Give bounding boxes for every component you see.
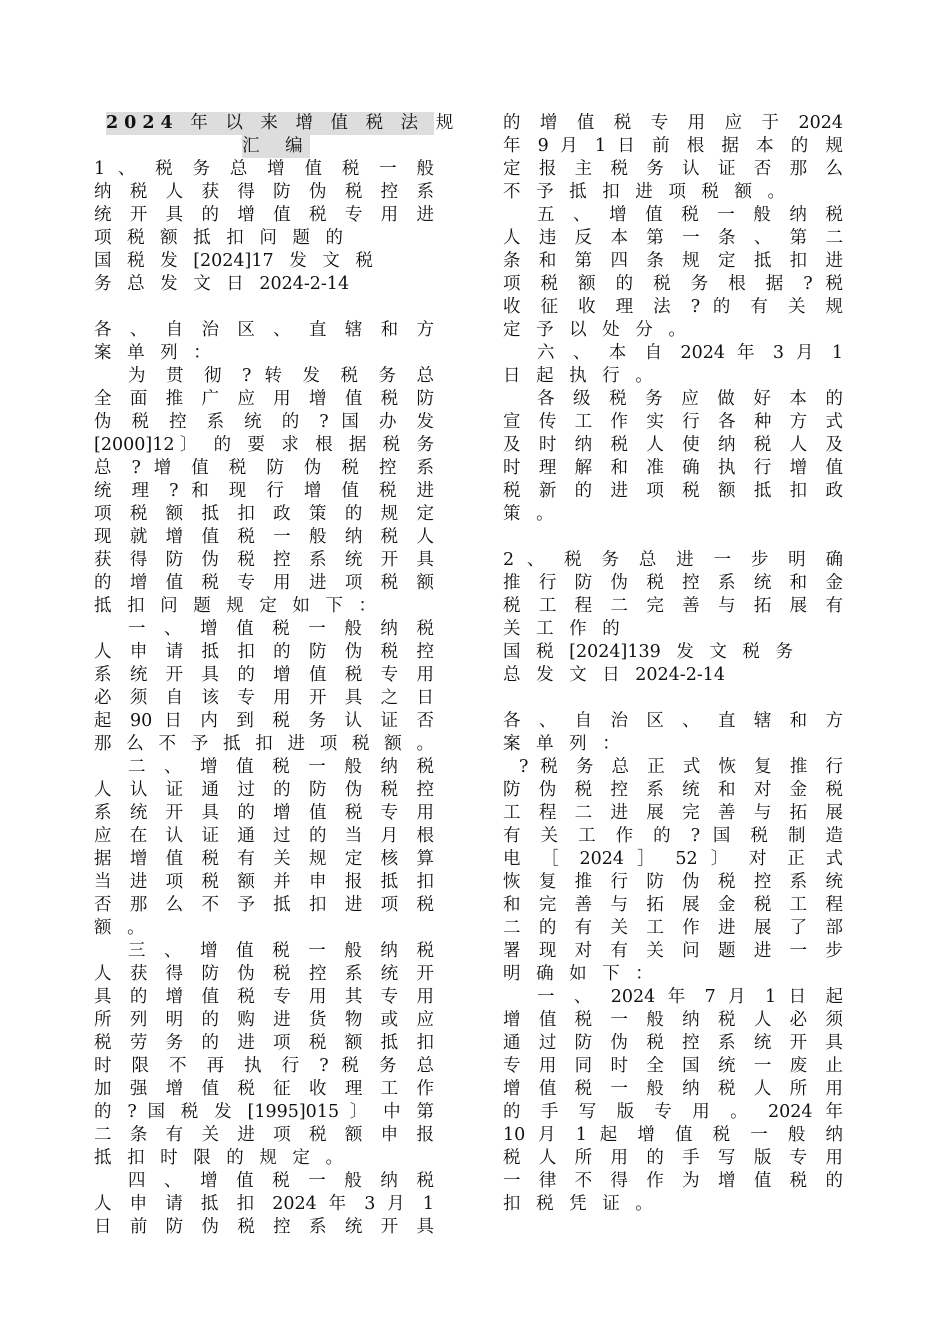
text-line: 和 完 善 与 拓 展 金 税 工 程 [503,895,843,915]
text-line: 增 值 税 一 般 纳 税 人 所 用 [503,1079,843,1099]
blank-line [503,687,843,710]
text-line: 一 律 不 得 作 为 增 值 税 的 [503,1171,843,1191]
text-line: 各 、 自 治 区 、 直 辖 和 方 [94,320,434,340]
text-line: 关 工 作 的 [503,619,620,639]
text-line: 10 月 1 起 增 值 税 一 般 纳 [503,1125,843,1145]
text-line: ? 税 务 总 正 式 恢 复 推 行 [519,757,843,777]
text-line: 二 、 增 值 税 一 般 纳 税 [128,757,434,777]
doc-date-line: 总 发 文 日 2024-2-14 [503,665,726,685]
text-line: 系 统 开 具 的 增 值 税 专 用 [94,803,434,823]
text-line: 据 增 值 税 有 关 规 定 核 算 [94,849,434,869]
text-line: 定 报 主 税 务 认 证 否 那 么 [503,159,843,179]
text-line: 一 、 增 值 税 一 般 纳 税 [128,619,434,639]
text-line: 二 条 有 关 进 项 税 额 申 报 [94,1125,434,1145]
text-line: 二 的 有 关 工 作 进 展 了 部 [503,918,843,938]
text-line: 额 。 [94,918,145,938]
text-line: 项 税 额 抵 扣 政 策 的 规 定 [94,504,434,524]
blank-line [94,296,434,319]
text-line: 项 税 额 的 税 务 根 据 ? 税 [503,274,843,294]
blank-line [503,526,843,549]
doc-number-line: 国 税 [2024]139 发 文 税 务 [503,642,793,662]
text-line: 年 9 月 1 日 前 根 据 本 的 规 [503,136,843,156]
text-line: 及 时 纳 税 人 使 纳 税 人 及 [503,435,843,455]
text-line: 起 90 日 内 到 税 务 认 证 否 [94,711,434,731]
text-line: 人 申 请 抵 扣 的 防 伪 税 控 [94,642,434,662]
text-line: 伪 税 控 系 统 的 ? 国 办 发 [94,412,434,432]
text-line: 五 、 增 值 税 一 般 纳 税 [537,205,843,225]
text-line: 否 那 么 不 予 抵 扣 进 项 税 [94,895,434,915]
text-line: 人 认 证 通 过 的 防 伪 税 控 [94,780,434,800]
text-line: 策 。 [503,504,554,524]
text-line: 纳 税 人 获 得 防 伪 税 控 系 [94,182,434,202]
text-line: 扣 税 凭 证 。 [503,1194,653,1214]
text-line: 加 强 增 值 税 征 收 理 工 作 [94,1079,434,1099]
text-line: 统 理 ? 和 现 行 增 值 税 进 [94,481,434,501]
text-line: 当 进 项 税 额 并 申 报 抵 扣 [94,872,434,892]
text-line: 税 人 所 用 的 手 写 版 专 用 [503,1148,843,1168]
right-column [503,112,843,1216]
doc-date-line: 务 总 发 文 日 2024-2-14 [94,274,350,294]
text-line: 收 征 收 理 法 ? 的 有 关 规 [503,297,843,317]
text-line: 六 、 本 自 2024 年 3 月 1 [537,343,843,363]
text-line: 防 伪 税 控 系 统 和 对 金 税 [503,780,843,800]
text-line: 定 予 以 处 分 。 [503,320,686,340]
text-line: 增 值 税 一 般 纳 税 人 必 须 [503,1010,843,1030]
text-line: 日 起 执 行 。 [503,366,653,386]
text-line: 系 统 开 具 的 增 值 税 专 用 [94,665,434,685]
text-line: 各 级 税 务 应 做 好 本 的 [537,389,843,409]
text-line: 一 、 2024 年 7 月 1 日 起 [537,987,843,1007]
text-line: 2 、 税 务 总 进 一 步 明 确 [503,550,843,570]
text-line: 有 关 工 作 的 ? 国 税 制 造 [503,826,843,846]
text-line: 必 须 自 该 专 用 开 具 之 日 [94,688,434,708]
text-line: 税 工 程 二 完 善 与 拓 展 有 [503,596,843,616]
text-line: 那 么 不 予 抵 扣 进 项 税 额 。 [94,734,434,754]
text-line: 恢 复 推 行 防 伪 税 控 系 统 [503,872,843,892]
title-year: 2024 [106,113,179,133]
text-line: 时 理 解 和 准 确 执 行 增 值 [503,458,843,478]
left-column [94,112,460,1239]
text-line: 人 获 得 防 伪 税 控 系 统 开 [94,964,434,984]
text-line: 抵 扣 问 题 规 定 如 下 ： [94,596,377,616]
text-line: 宣 传 工 作 实 行 各 种 方 式 [503,412,843,432]
text-line: 各 、 自 治 区 、 直 辖 和 方 [503,711,843,731]
text-line: 案 单 列 ： [503,734,620,754]
text-line: 日 前 防 伪 税 控 系 统 开 具 [94,1217,434,1237]
doc-number-line: 国 税 发 [2024]17 发 文 税 [94,251,373,271]
text-line: 1 、 税 务 总 增 值 税 一 般 [94,159,434,179]
text-line: 时 限 不 再 执 行 ? 税 务 总 [94,1056,434,1076]
text-line: 统 开 具 的 增 值 税 专 用 进 [94,205,434,225]
text-line: 税 新 的 进 项 税 额 抵 扣 政 [503,481,843,501]
title-rest: 年 以 来 增 值 税 法 规 [190,113,460,133]
text-line: 获 得 防 伪 税 控 系 统 开 具 [94,550,434,570]
text-line: 工 程 二 进 展 完 善 与 拓 展 [503,803,843,823]
text-line: 人 违 反 本 第 一 条 、 第 二 [503,228,843,248]
text-line: 四 、 增 值 税 一 般 纳 税 [128,1171,434,1191]
text-line: 的 ? 国 税 发 [1995]015 〕 中 第 [94,1102,434,1122]
text-line: [2000]12〕 的 要 求 根 据 税 务 [94,435,434,455]
text-line: 三 、 增 值 税 一 般 纳 税 [128,941,434,961]
text-line: 人 申 请 抵 扣 2024 年 3 月 1 [94,1194,434,1214]
text-line: 的 增 值 税 专 用 进 项 税 额 [94,573,434,593]
text-line: 应 在 认 证 通 过 的 当 月 根 [94,826,434,846]
text-line: 署 现 对 有 关 问 题 进 一 步 [503,941,843,961]
text-line: 所 列 明 的 购 进 货 物 或 应 [94,1010,434,1030]
document-title-line-1 [106,112,460,135]
text-line: 为 贯 彻 ? 转 发 税 务 总 [128,366,434,386]
text-line: 推 行 防 伪 税 控 系 统 和 金 [503,573,843,593]
text-line: 条 和 第 四 条 规 定 抵 扣 进 [503,251,843,271]
text-line: 现 就 增 值 税 一 般 纳 税 人 [94,527,434,547]
text-line: 专 用 同 时 全 国 统 一 废 止 [503,1056,843,1076]
text-line: 明 确 如 下 ： [503,964,653,984]
text-line: 具 的 增 值 税 专 用 其 专 用 [94,987,434,1007]
text-line: 全 面 推 广 应 用 增 值 税 防 [94,389,434,409]
text-line: 通 过 防 伪 税 控 系 统 开 具 [503,1033,843,1053]
text-line: 抵 扣 时 限 的 规 定 。 [94,1148,343,1168]
text-line: 税 劳 务 的 进 项 税 额 抵 扣 [94,1033,434,1053]
text-line: 不 予 抵 扣 进 项 税 额 。 [503,182,786,202]
document-title-line-2: 汇 编 [242,136,313,156]
text-line: 的 手 写 版 专 用 。 2024 年 [503,1102,843,1122]
text-line: 案 单 列 ： [94,343,211,363]
text-line: 总 ? 增 值 税 防 伪 税 控 系 [94,458,434,478]
text-line: 项 税 额 抵 扣 问 题 的 [94,228,343,248]
text-line: 的 增 值 税 专 用 应 于 2024 [503,113,843,133]
text-line: 电 ［ 2024 ］ 52 〕 对 正 式 [503,849,843,869]
